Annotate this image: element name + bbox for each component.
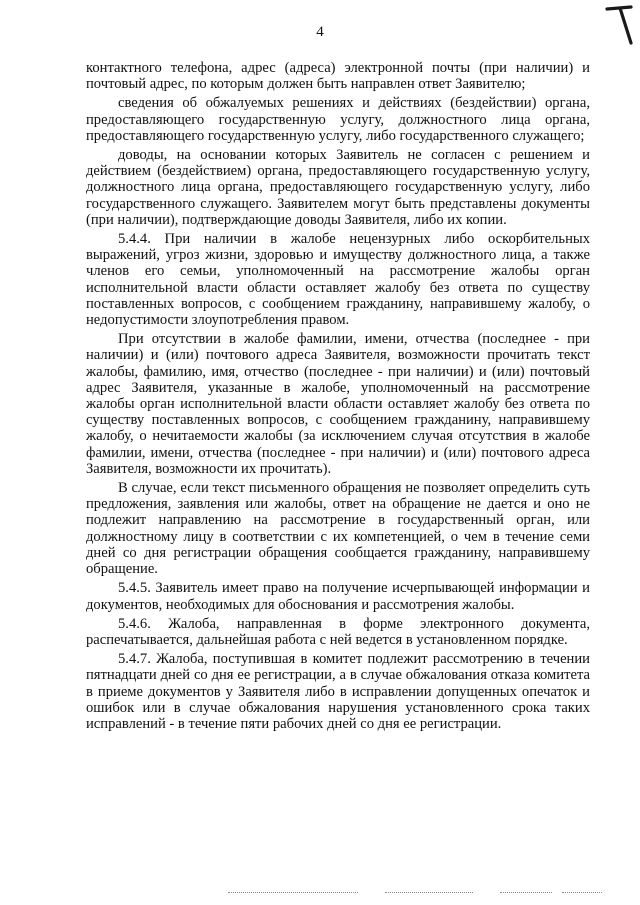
paragraph-5-4-4: 5.4.4. При наличии в жалобе нецензурных либо оскорбительных выражений, угроз жизни, здоровью и имуществу должностного лица, а также членов его семьи, уполномоченный на рассмотрение жалобы орган исполнительной власти области оставляет жалобу без ответа по существу поставленных вопросов, с сообщением гражданину, направившему жалобу, о недопустимости злоупотребления правом. (86, 231, 590, 329)
corner-mark-icon (604, 4, 634, 46)
footer-dotted-line (562, 892, 602, 893)
footer-dotted-line (500, 892, 552, 893)
paragraph-5-4-6: 5.4.6. Жалоба, направленная в форме электронного документа, распечатывается, дальнейшая работа с ней ведется в установленном порядке. (86, 615, 590, 648)
paragraph-contact-info: контактного телефона, адрес (адреса) электронной почты (при наличии) и почтовый адрес, по которым должен быть направлен ответ Заявителю; (86, 60, 590, 93)
paragraph-unclear-text: В случае, если текст письменного обращения не позволяет определить суть предложения, заявления или жалобы, ответ на обращение не дается и оно не подлежит направлению на рассмотрение в государственный орган, или должностному лицу в соответствии с их компетенцией, о чем в течение семи дней со дня регистрации обращения сообщается гражданину, направившему обращение. (86, 480, 590, 578)
document-body (86, 60, 590, 735)
paragraph-5-4-7: 5.4.7. Жалоба, поступившая в комитет подлежит рассмотрению в течении пятнадцати дней со дня ее регистрации, а в случае обжалования отказа комитета в приеме документов у Заявителя либо в исправлении допущенных опечаток и ошибок или в случае обжалования нарушения установленного срока таких исправлений - в течение пяти рабочих дней со дня ее регистрации. (86, 651, 590, 732)
paragraph-missing-details: При отсутствии в жалобе фамилии, имени, отчества (последнее - при наличии) и (или) почтового адреса Заявителя, возможности прочитать текст жалобы, фамилию, имя, отчество (последнее - при наличии) и (или) почтовый адрес Заявителя, указанные в жалобе, уполномоченный на рассмотрение жалобы орган исполнительной власти области оставляет жалобу без ответа по существу поставленных вопросов, с сообщением гражданину, направившему жалобу, о нечитаемости жалобы (за исключением случая отсутствия в жалобе фамилии, имени, отчества (последнее - при наличии) и (или) почтового адреса Заявителя, возможности их прочитать). (86, 331, 590, 477)
footer-dotted-line (385, 892, 473, 893)
paragraph-arguments: доводы, на основании которых Заявитель не согласен с решением и действием (бездействием) органа, предоставляющего государственную услугу, должностного лица органа, предоставляющего государственную услугу, либо государственного служащего. Заявителем могут быть представлены документы (при наличии), подтверждающие доводы Заявителя, либо их копии. (86, 147, 590, 228)
page-number: 4 (316, 24, 324, 40)
paragraph-decisions-info: сведения об обжалуемых решениях и действиях (бездействии) органа, предоставляющего государственную услугу, должностного лица органа, предоставляющего государственную услугу, либо государственного служащего; (86, 95, 590, 144)
paragraph-5-4-5: 5.4.5. Заявитель имеет право на получение исчерпывающей информации и документов, необходимых для обоснования и рассмотрения жалобы. (86, 580, 590, 613)
footer-dotted-line (228, 892, 358, 893)
